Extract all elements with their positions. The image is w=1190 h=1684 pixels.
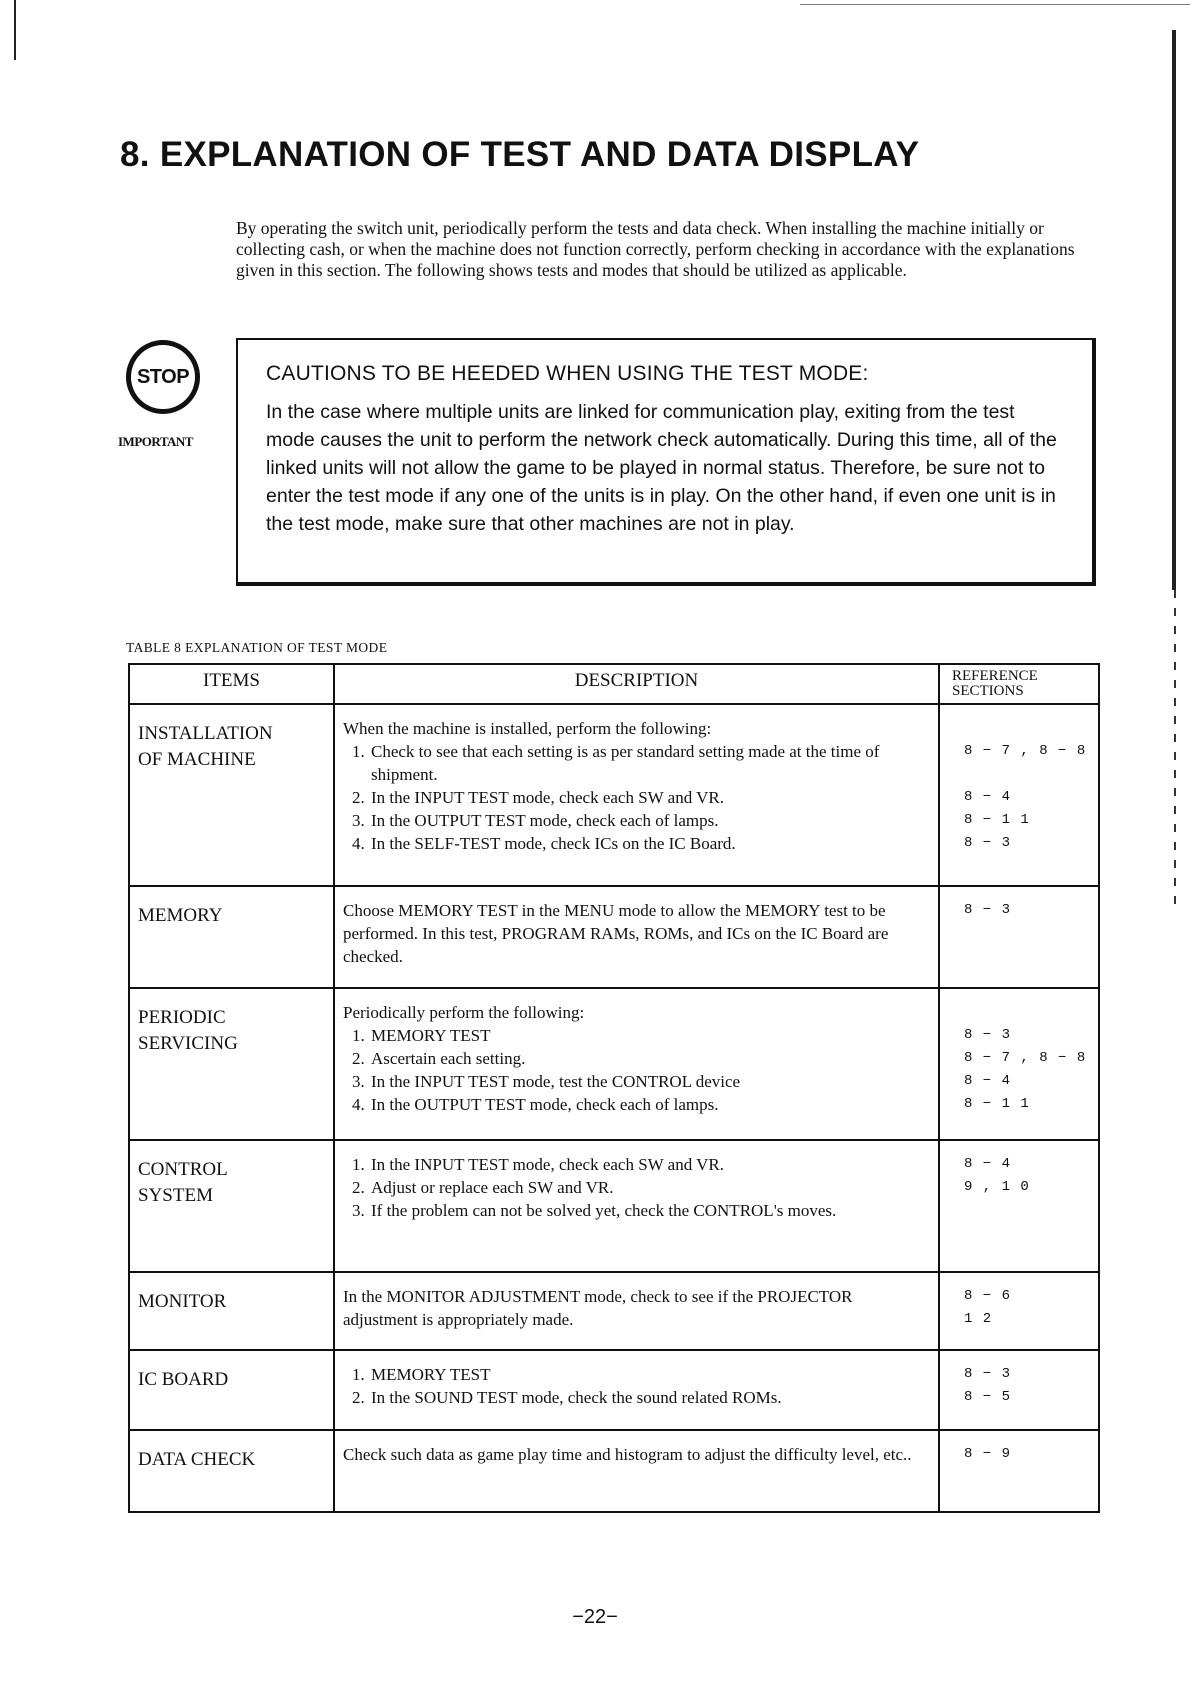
ref-value: 8 − 4 — [964, 789, 1012, 805]
row-intro: When the machine is installed, perform the following: — [343, 719, 712, 738]
scan-edge-dashes — [1174, 590, 1176, 910]
header-reference — [939, 664, 1099, 704]
table-row — [129, 1430, 1099, 1512]
step-item: 4. In the SELF-TEST mode, check ICs on the IC Board. — [369, 832, 930, 855]
row-description — [334, 1350, 939, 1430]
caution-heading: CAUTIONS TO BE HEEDED WHEN USING THE TEST MODE: — [266, 362, 869, 385]
scan-edge-line — [1172, 30, 1176, 590]
header-reference-line1: REFERENCE — [952, 668, 1038, 684]
step-item: 3. In the OUTPUT TEST mode, check each of lamps. — [369, 809, 930, 832]
header-reference-line2: SECTIONS — [952, 683, 1024, 699]
row-intro: Choose MEMORY TEST in the MENU mode to allow the MEMORY test to be performed. In this test, PROGRAM RAMs, ROMs, and ICs on the IC Board are checked. — [343, 901, 889, 966]
ref-value: 8 − 7 , 8 − 8 — [964, 743, 1087, 759]
row-description — [334, 1272, 939, 1350]
row-intro: In the MONITOR ADJUSTMENT mode, check to see if the PROJECTOR adjustment is appropriately made. — [343, 1287, 853, 1329]
ref-value: 1 2 — [964, 1311, 993, 1327]
step-item: 1. In the INPUT TEST mode, check each SW and VR. — [369, 1153, 930, 1176]
table-row — [129, 704, 1099, 886]
step-item: 2. Adjust or replace each SW and VR. — [369, 1176, 930, 1199]
row-reference — [939, 886, 1099, 988]
row-description — [334, 886, 939, 988]
row-item — [129, 1430, 334, 1512]
step-item: 1. Check to see that each setting is as per standard setting made at the time of shipment. — [369, 740, 930, 786]
scan-edge-line — [14, 0, 16, 60]
row-reference — [939, 1140, 1099, 1272]
ref-value: 8 − 1 1 — [964, 812, 1030, 828]
header-items: ITEMS — [129, 664, 334, 704]
table-row — [129, 1272, 1099, 1350]
step-list — [343, 1024, 930, 1116]
row-item — [129, 886, 334, 988]
ref-value: 8 − 7 , 8 − 8 — [964, 1050, 1087, 1066]
step-item: 3. In the INPUT TEST mode, test the CONTROL device — [369, 1070, 930, 1093]
row-item — [129, 704, 334, 886]
stop-icon — [126, 340, 200, 414]
row-item-line: INSTALLATION — [138, 723, 273, 744]
page-number: −22− — [572, 1606, 618, 1628]
row-item — [129, 1272, 334, 1350]
ref-value: 8 − 1 1 — [964, 1096, 1030, 1112]
step-item: 2. Ascertain each setting. — [369, 1047, 930, 1070]
caution-box — [236, 338, 1096, 586]
row-item-line: OF MACHINE — [138, 749, 256, 770]
row-item — [129, 1350, 334, 1430]
step-item: 2. In the INPUT TEST mode, check each SW and VR. — [369, 786, 930, 809]
row-reference — [939, 1430, 1099, 1512]
row-item-line: CONTROL — [138, 1159, 228, 1180]
row-reference — [939, 1350, 1099, 1430]
row-item-line: MEMORY — [138, 905, 223, 926]
table-caption: TABLE 8 EXPLANATION OF TEST MODE — [126, 640, 388, 655]
section-title: 8. EXPLANATION OF TEST AND DATA DISPLAY — [120, 135, 920, 174]
ref-value: 8 − 5 — [964, 1389, 1012, 1405]
step-item: 4. In the OUTPUT TEST mode, check each of lamps. — [369, 1093, 930, 1116]
step-list — [343, 1153, 930, 1222]
row-item — [129, 1140, 334, 1272]
caution-body: In the case where multiple units are linked for communication play, exiting from the test mode causes the unit to perform the network check automatically. During this time, all of the linked units will not allow the game to be played in normal status. Therefore, be sure not to enter the test mode if any one of the units is in play. On the other hand, if even one unit is in the test mode, make sure that other machines are not in play. — [266, 401, 1057, 535]
row-item-line: PERIODIC — [138, 1007, 226, 1028]
ref-value: 8 − 3 — [964, 902, 1012, 918]
row-description — [334, 1430, 939, 1512]
row-item — [129, 988, 334, 1140]
row-description — [334, 704, 939, 886]
ref-value: 8 − 9 — [964, 1446, 1012, 1462]
ref-value: 8 − 3 — [964, 835, 1012, 851]
row-item-line: DATA CHECK — [138, 1449, 256, 1470]
step-item: 2. In the SOUND TEST mode, check the sound related ROMs. — [369, 1386, 930, 1409]
row-item-line: SERVICING — [138, 1033, 238, 1054]
row-intro: Check such data as game play time and histogram to adjust the difficulty level, etc.. — [343, 1445, 912, 1464]
scan-top-rule — [800, 4, 1190, 5]
ref-value: 8 − 6 — [964, 1288, 1012, 1304]
table-row — [129, 1350, 1099, 1430]
table-row — [129, 886, 1099, 988]
row-item-line: MONITOR — [138, 1291, 227, 1312]
intro-paragraph: By operating the switch unit, periodically perform the tests and data check. When installing the machine initially or collecting cash, or when the machine does not function correctly, perform checking in accordance with the explanations given in this section. The following shows tests and modes that should be utilized as applicable. — [236, 218, 1075, 280]
step-item: 3. If the problem can not be solved yet, check the CONTROL's moves. — [369, 1199, 930, 1222]
row-item-line: SYSTEM — [138, 1185, 213, 1206]
table-row — [129, 1140, 1099, 1272]
test-mode-table — [128, 663, 1100, 1513]
row-intro: Periodically perform the following: — [343, 1003, 585, 1022]
step-list — [343, 1363, 930, 1409]
ref-value: 9 , 1 0 — [964, 1179, 1030, 1195]
row-description — [334, 1140, 939, 1272]
row-reference — [939, 1272, 1099, 1350]
row-reference — [939, 988, 1099, 1140]
step-item: 1. MEMORY TEST — [369, 1363, 930, 1386]
row-reference — [939, 704, 1099, 886]
ref-value: 8 − 4 — [964, 1156, 1012, 1172]
table-row — [129, 988, 1099, 1140]
ref-value: 8 − 3 — [964, 1027, 1012, 1043]
stop-label: STOP — [136, 365, 190, 388]
ref-value: 8 − 4 — [964, 1073, 1012, 1089]
row-description — [334, 988, 939, 1140]
important-label: IMPORTANT — [118, 434, 193, 449]
row-item-line: IC BOARD — [138, 1369, 229, 1390]
step-item: 1. MEMORY TEST — [369, 1024, 930, 1047]
table-header-row — [129, 664, 1099, 704]
step-list — [343, 740, 930, 855]
header-description: DESCRIPTION — [334, 664, 939, 704]
ref-value: 8 − 3 — [964, 1366, 1012, 1382]
